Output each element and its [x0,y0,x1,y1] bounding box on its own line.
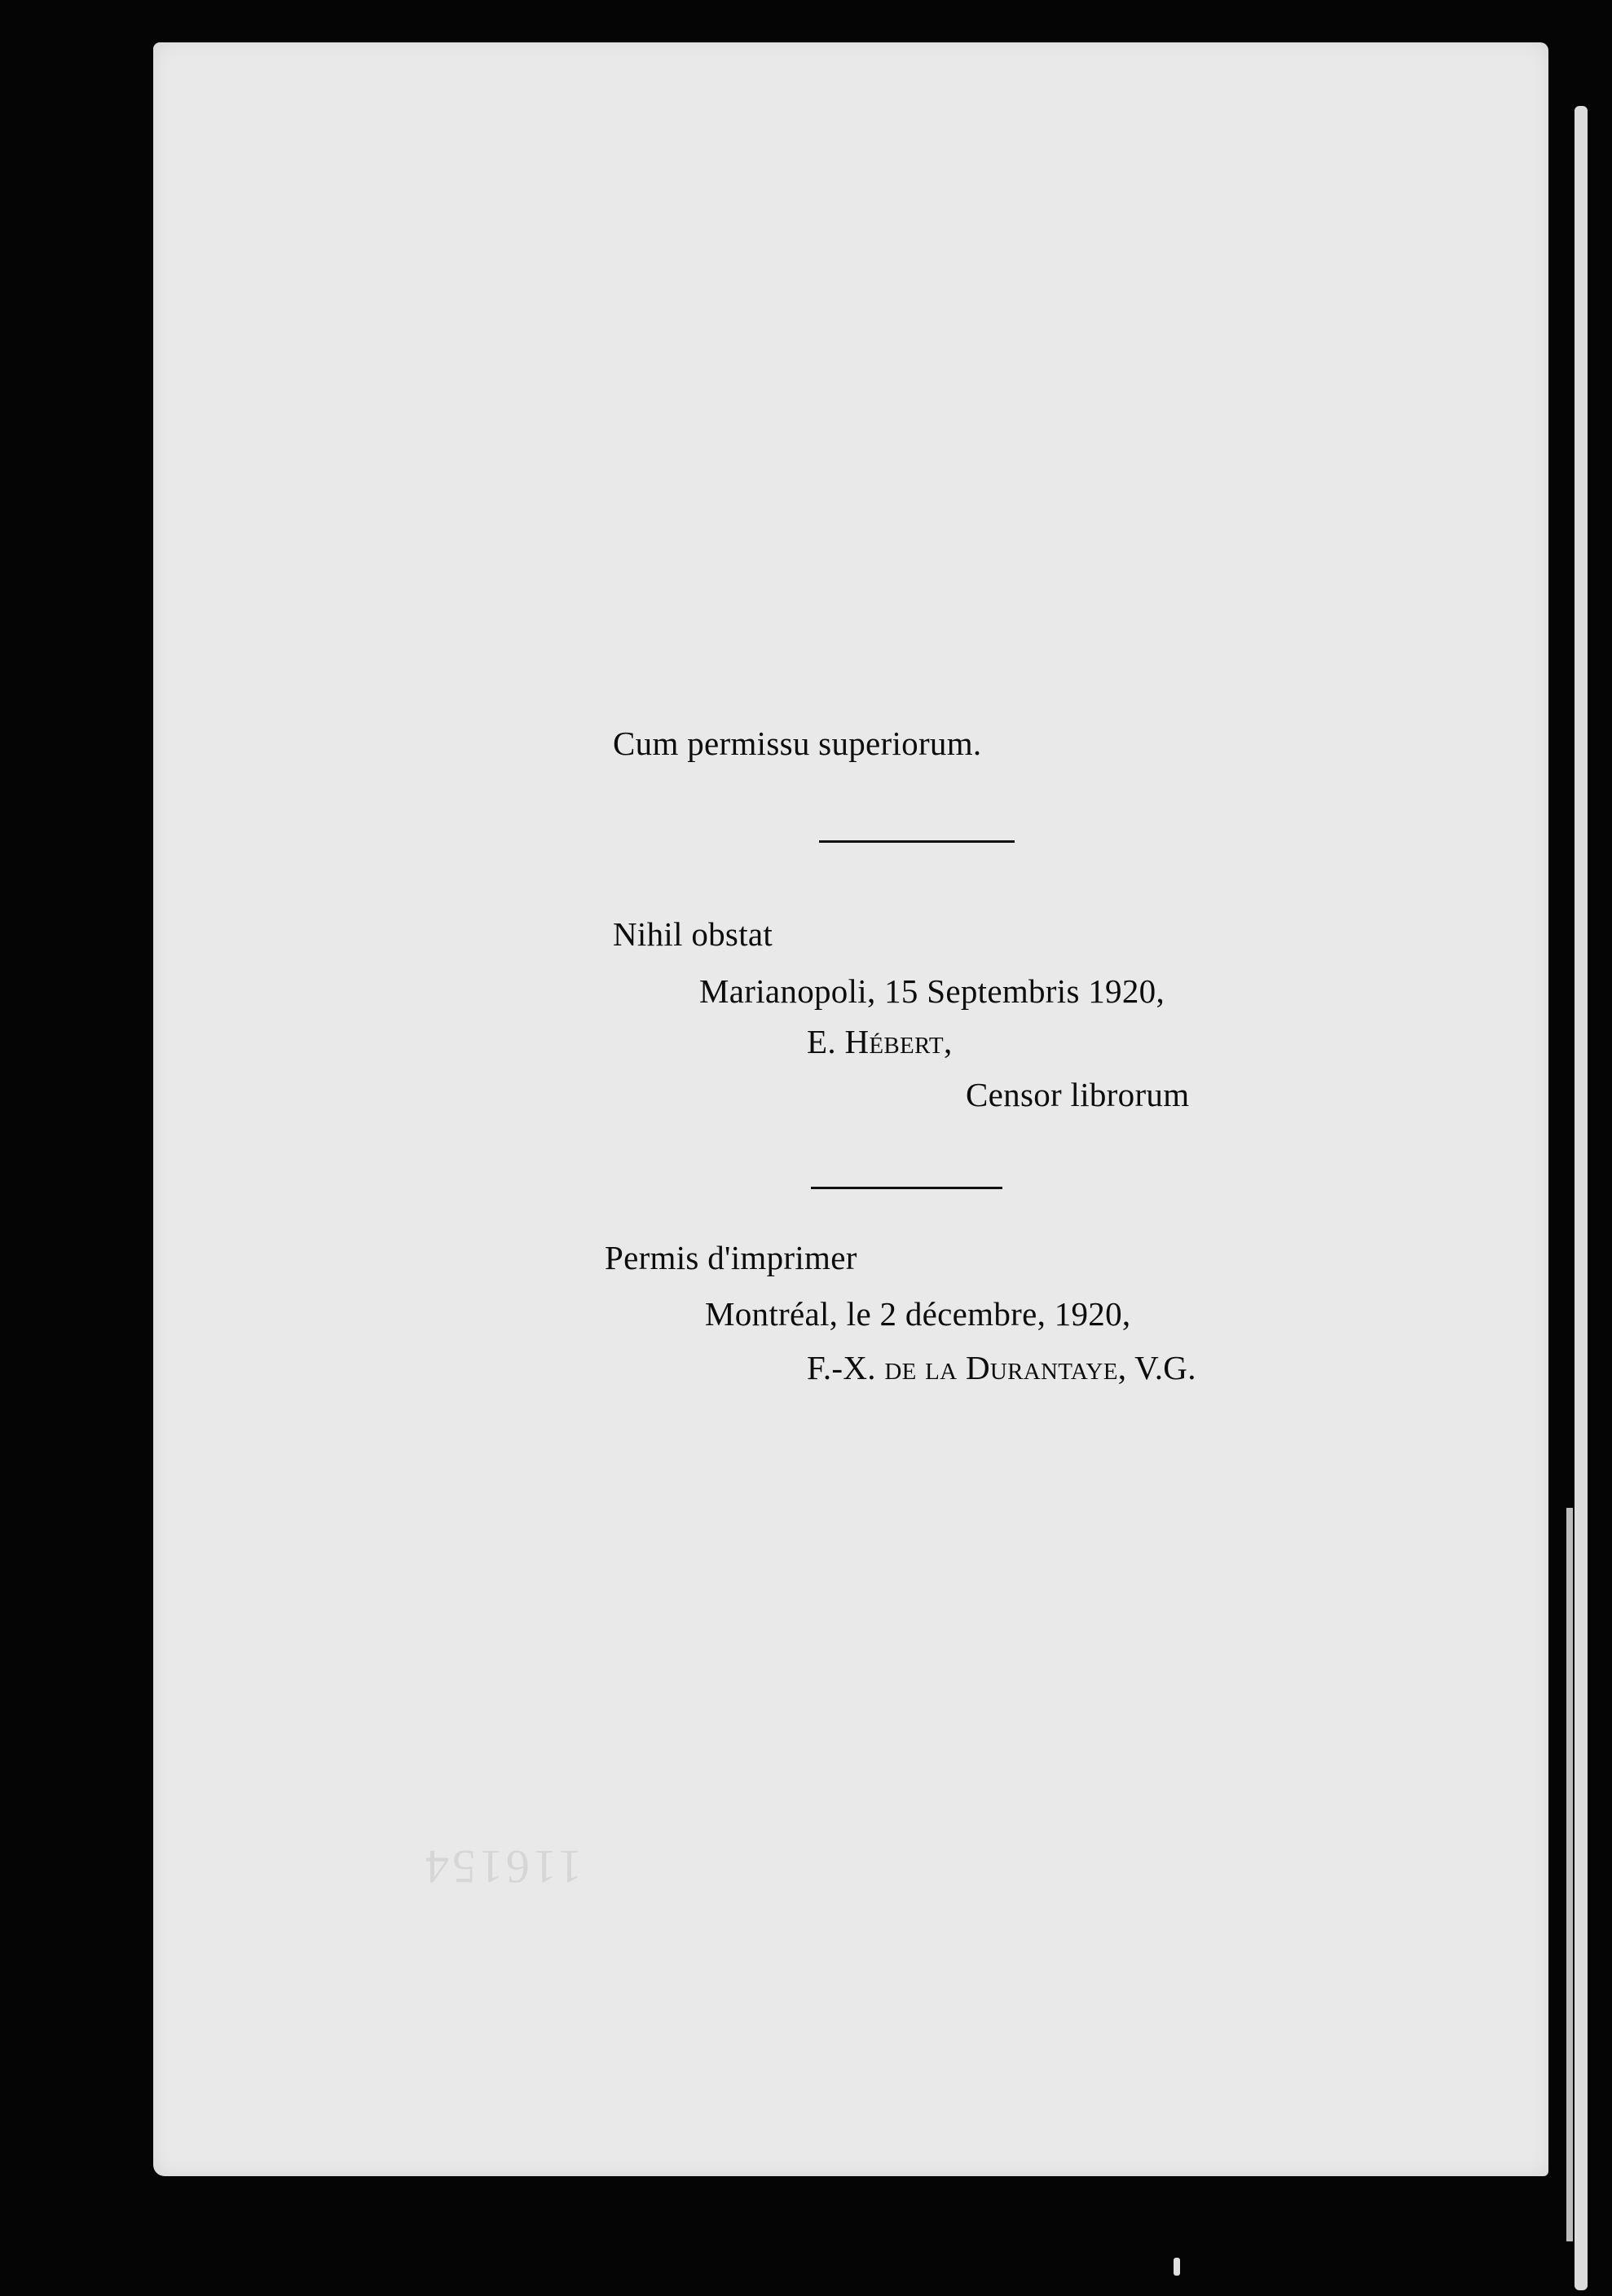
imprimatur-signatory: F.-X. de la Durantaye, V.G. [807,1349,1196,1386]
page-edge-shadow [1566,1508,1573,2241]
document-page [153,42,1548,2176]
nihil-obstat-place-date: Marianopoli, 15 Septembris 1920, [699,972,1165,1010]
censor-name: E. Hébert, [807,1023,953,1060]
nihil-obstat-heading: Nihil obstat [613,915,773,953]
imprimi-potest-line: Cum permissu superiorum. [613,725,982,762]
scan-artifact [1174,2258,1180,2276]
imprimatur-heading: Permis d'imprimer [605,1239,857,1276]
page-edge [1575,106,1588,2290]
separator-rule [811,1187,1002,1189]
imprimatur-place-date: Montréal, le 2 décembre, 1920, [705,1295,1131,1333]
library-stamp: 116154 [422,1840,582,1893]
censor-title: Censor librorum [966,1076,1190,1113]
separator-rule [819,840,1015,843]
